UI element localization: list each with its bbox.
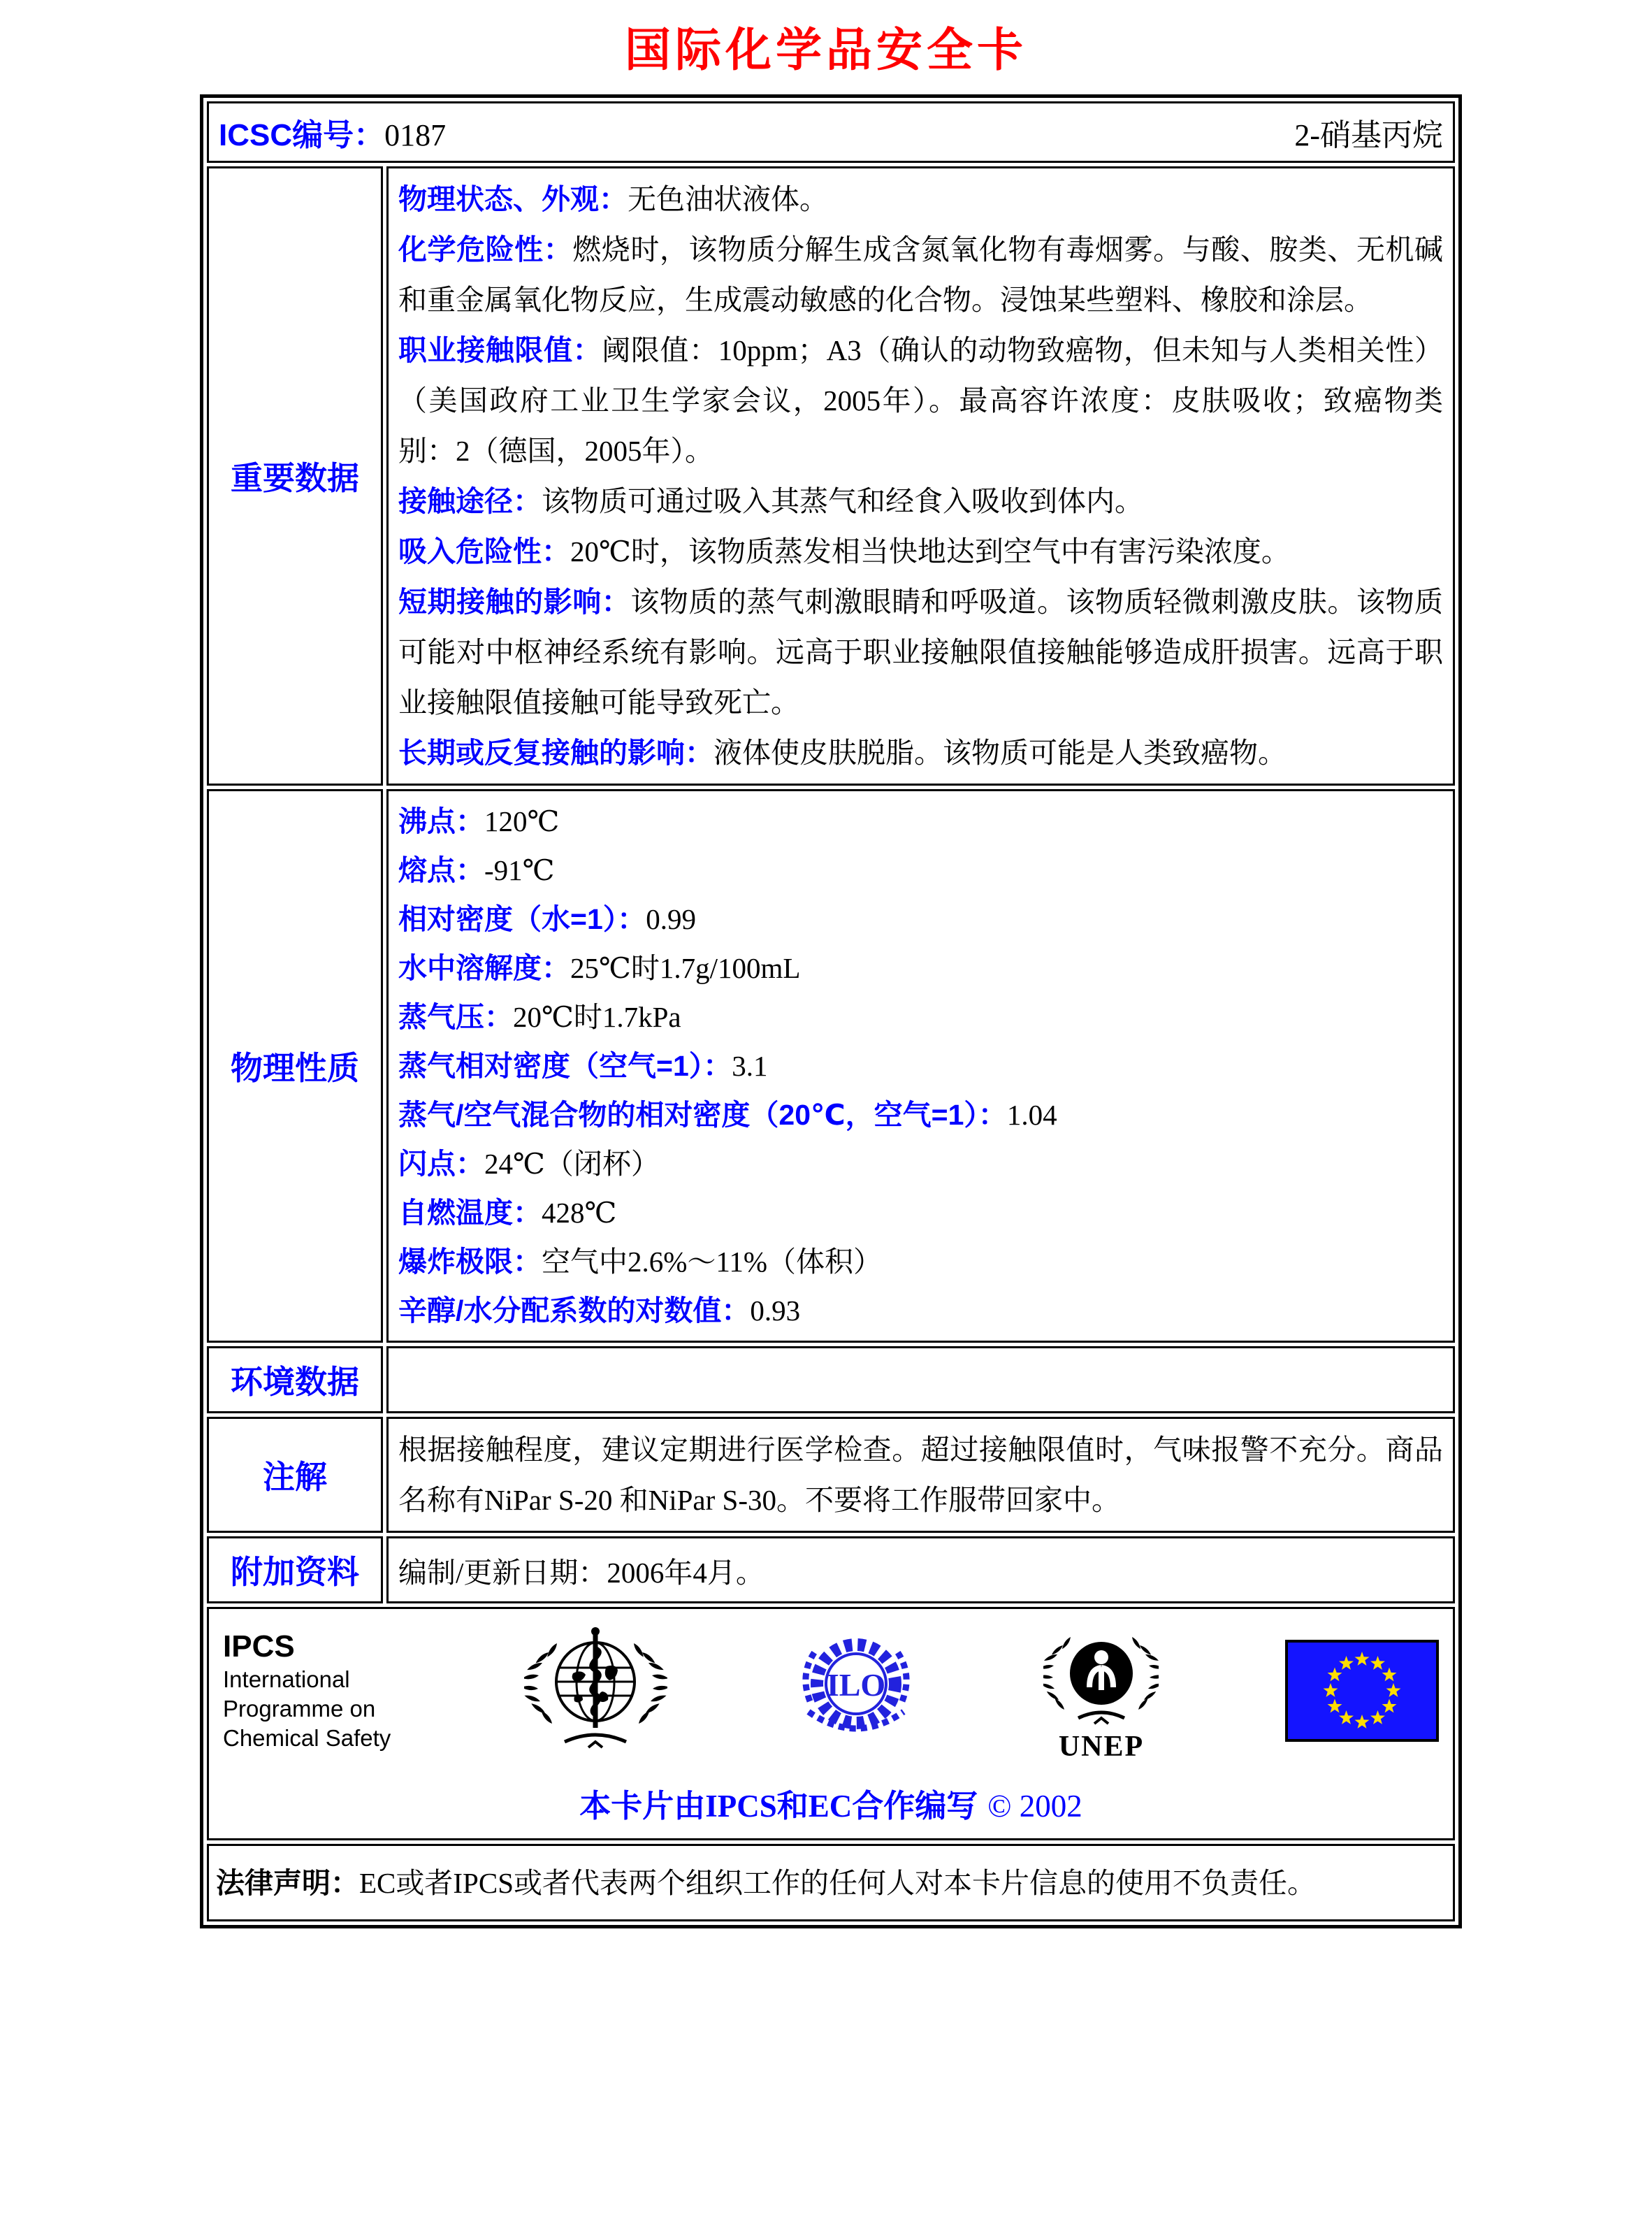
ipcs-text-block <box>223 1629 398 1753</box>
property-label: 熔点： <box>398 854 484 886</box>
section-content-additional-info: 编制/更新日期：2006年4月。 <box>386 1536 1455 1603</box>
card-caption <box>223 1780 1439 1826</box>
property-value: 428℃ <box>542 1197 617 1229</box>
section-content-physical-properties <box>386 789 1455 1343</box>
property-value: 20℃时1.7kPa <box>513 1001 681 1033</box>
property-value: 0.93 <box>750 1294 801 1327</box>
chemical-name: 2-硝基丙烷 <box>1294 118 1443 152</box>
important-item <box>398 577 1443 728</box>
ilo-emblem-icon <box>795 1628 917 1754</box>
eu-flag-icon <box>1285 1640 1439 1742</box>
important-item <box>398 325 1443 476</box>
icsc-number-value: 0187 <box>384 118 447 152</box>
icsc-table <box>203 98 1458 1925</box>
caption-copyright: © 2002 <box>987 1789 1082 1824</box>
property-value: 25℃时1.7g/100mL <box>570 952 801 984</box>
property-label: 蒸气/空气混合物的相对密度（20℃，空气=1）： <box>398 1099 1007 1131</box>
important-item <box>398 526 1443 577</box>
item-label: 职业接触限值： <box>398 334 602 366</box>
property-label: 蒸气压： <box>398 1001 513 1033</box>
legal-notice-label: 法律声明： <box>216 1867 359 1899</box>
property-value: 3.1 <box>732 1050 768 1082</box>
notes-text: 根据接触程度，建议定期进行医学检查。超过接触限值时，气味报警不充分。商品名称有NiPar S-20 和NiPar S-30。不要将工作服带回家中。 <box>398 1434 1443 1516</box>
important-item <box>398 224 1443 325</box>
important-item <box>398 728 1443 778</box>
item-text: 该物质可通过吸入其蒸气和经食入吸收到体内。 <box>542 485 1143 517</box>
physical-property <box>398 797 1443 846</box>
item-label: 吸入危险性： <box>398 535 570 568</box>
property-label: 沸点： <box>398 805 484 837</box>
property-value: 0.99 <box>646 903 696 935</box>
physical-property <box>398 1188 1443 1237</box>
item-label: 化学危险性： <box>398 233 573 266</box>
physical-property <box>398 846 1443 895</box>
property-label: 相对密度（水=1）： <box>398 903 646 935</box>
item-text: 20℃时，该物质蒸发相当快地达到空气中有害污染浓度。 <box>570 535 1290 568</box>
item-text: 无色油状液体。 <box>628 183 828 215</box>
page-title: 国际化学品安全卡 <box>625 25 1027 76</box>
property-label: 爆炸极限： <box>398 1246 542 1278</box>
ipcs-subtitle-line: Programme on <box>223 1695 376 1722</box>
important-item <box>398 174 1443 224</box>
property-label: 水中溶解度： <box>398 952 570 984</box>
item-text: 液体使皮肤脱脂。该物质可能是人类致癌物。 <box>713 737 1287 769</box>
section-label-notes: 注解 <box>207 1417 383 1533</box>
physical-property <box>398 1090 1443 1139</box>
property-value: 空气中2.6%～11%（体积） <box>542 1246 883 1278</box>
property-label: 闪点： <box>398 1148 484 1180</box>
property-value: -91℃ <box>484 854 555 886</box>
section-content-notes <box>386 1417 1455 1533</box>
section-label-environmental-data: 环境数据 <box>207 1346 383 1413</box>
item-text: 该物质的蒸气刺激眼睛和呼吸道。该物质轻微刺激皮肤。该物质可能对中枢神经系统有影响。远高于职业接触限值接触能够造成肝损害。远高于职业接触限值接触可能导致死亡。 <box>398 586 1443 719</box>
icsc-card <box>200 94 1462 1928</box>
property-label: 辛醇/水分配系数的对数值： <box>398 1294 751 1327</box>
ilo-wordmark: ILO <box>826 1666 885 1703</box>
section-label-additional-info: 附加资料 <box>207 1536 383 1603</box>
item-label: 长期或反复接触的影响： <box>398 737 713 769</box>
caption-text: 本卡片由IPCS和EC合作编写 <box>579 1789 978 1824</box>
property-label: 蒸气相对密度（空气=1）： <box>398 1050 732 1082</box>
physical-property <box>398 1139 1443 1188</box>
unep-emblem-icon <box>1043 1619 1159 1762</box>
who-emblem-icon <box>524 1624 667 1757</box>
icsc-number-label: ICSC编号： <box>219 118 385 152</box>
item-text: 燃烧时，该物质分解生成含氮氧化物有毒烟雾。与酸、胺类、无机碱和重金属氧化物反应，生成震动敏感的化合物。浸蚀某些塑料、橡胶和涂层。 <box>398 233 1444 316</box>
ipcs-name: IPCS <box>223 1629 295 1664</box>
section-label-physical-properties: 物理性质 <box>207 789 383 1343</box>
property-value: 120℃ <box>484 805 560 837</box>
section-content-important-data <box>386 166 1455 786</box>
physical-property <box>398 1237 1443 1286</box>
logos-row <box>207 1607 1455 1840</box>
item-label: 物理状态、外观： <box>398 183 628 215</box>
ipcs-subtitle-line: Chemical Safety <box>223 1724 391 1751</box>
important-item <box>398 476 1443 526</box>
physical-property <box>398 895 1443 944</box>
physical-property <box>398 1286 1443 1335</box>
section-content-environmental-data <box>386 1346 1455 1413</box>
physical-property <box>398 1041 1443 1090</box>
property-value: 24℃（闭杯） <box>484 1148 660 1180</box>
section-label-important-data: 重要数据 <box>207 166 383 786</box>
physical-property <box>398 993 1443 1041</box>
unep-wordmark: UNEP <box>1058 1731 1144 1762</box>
legal-notice-text: EC或者IPCS或者代表两个组织工作的任何人对本卡片信息的使用不负责任。 <box>359 1867 1316 1899</box>
legal-notice-row <box>207 1844 1455 1921</box>
icsc-number-group <box>219 110 446 154</box>
header-row <box>207 101 1455 163</box>
item-label: 接触途径： <box>398 485 542 517</box>
property-label: 自燃温度： <box>398 1197 542 1229</box>
ipcs-subtitle-line: International <box>223 1666 350 1692</box>
item-text: 阈限值：10ppm；A3（确认的动物致癌物，但未知与人类相关性）（美国政府工业卫生学家会议，2005年）。最高容许浓度：皮肤吸收；致癌物类别：2（德国，2005年）。 <box>398 334 1444 467</box>
physical-property <box>398 944 1443 993</box>
item-label: 短期接触的影响： <box>398 586 631 618</box>
property-value: 1.04 <box>1006 1099 1057 1131</box>
